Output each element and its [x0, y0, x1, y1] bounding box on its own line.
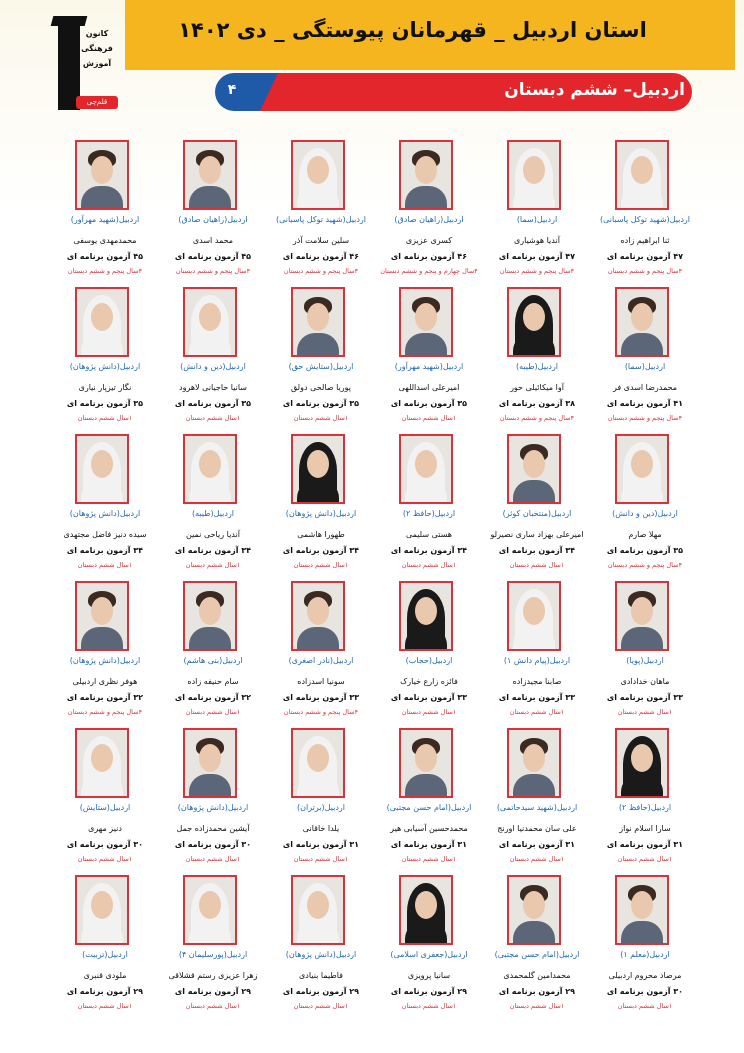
student-name: مرصاد محروم اردبیلی: [608, 971, 682, 980]
student-exam-count: ۳۱ آزمون برنامه ای: [606, 840, 684, 849]
student-exam-count: ۴۷ آزمون برنامه ای: [606, 252, 684, 261]
student-school: اردبیل(پیام دانش ۱): [503, 656, 571, 665]
student-card: [158, 434, 268, 574]
student-school: اردبیل(نادر اصغری): [288, 656, 354, 665]
student-card: [50, 140, 160, 280]
student-name: زهرا عزیزی رستم قشلاقی: [168, 971, 258, 980]
student-exam-count: ۳۳ آزمون برنامه ای: [498, 693, 576, 702]
student-name: هوفر نظری اردبیلی: [72, 677, 138, 686]
student-grade-years: ۱سال ششم دبستان: [185, 1002, 241, 1010]
student-photo: [291, 287, 345, 357]
student-school: اردبیل(طیبه): [515, 362, 559, 371]
student-card: [50, 875, 160, 1015]
student-card: [266, 728, 376, 868]
student-school: اردبیل(حجاب): [405, 656, 453, 665]
student-photo: [291, 728, 345, 798]
student-school: اردبیل(دانش پژوهان): [69, 509, 141, 518]
student-grade-years: ۱سال ششم دبستان: [185, 855, 241, 863]
student-photo: [399, 434, 453, 504]
student-exam-count: ۳۴ آزمون برنامه ای: [390, 546, 468, 555]
student-card: [50, 728, 160, 868]
student-exam-count: ۳۴ آزمون برنامه ای: [498, 546, 576, 555]
student-exam-count: ۲۹ آزمون برنامه ای: [174, 987, 252, 996]
student-grade-years: ۱سال ششم دبستان: [401, 414, 457, 422]
student-name: محمدمهدی یوسفی: [73, 236, 137, 245]
student-exam-count: ۳۰ آزمون برنامه ای: [606, 987, 684, 996]
logo-text: [72, 26, 122, 71]
student-grade-years: ۱سال ششم دبستان: [509, 1002, 565, 1010]
student-name: سارا اسلام نواز: [619, 824, 671, 833]
student-exam-count: ۳۴ آزمون برنامه ای: [282, 546, 360, 555]
student-school: اردبیل(دین و دانش): [612, 509, 678, 518]
student-name: فائزه زارع خیارک: [400, 677, 458, 686]
student-card: [590, 728, 700, 868]
student-card: [266, 875, 376, 1015]
student-photo: [399, 287, 453, 357]
student-name: امیرعلی اسداللهی: [398, 383, 460, 392]
student-grade-years: ۱سال ششم دبستان: [185, 414, 241, 422]
student-card: [374, 140, 484, 280]
student-photo: [507, 287, 561, 357]
student-name: سانیا پرویزی: [407, 971, 451, 980]
student-name: ثنا ابراهیم زاده: [620, 236, 670, 245]
student-photo: [183, 287, 237, 357]
student-photo: [75, 581, 129, 651]
student-name: سونیا اسدزاده: [297, 677, 345, 686]
student-exam-count: ۳۵ آزمون برنامه ای: [174, 399, 252, 408]
student-name: صابنا مجیدزاده: [512, 677, 562, 686]
student-name: آوا میکائیلی حور: [510, 383, 564, 392]
student-name: آیشین محمدزاده جمل: [176, 824, 250, 833]
student-grade-years: ۱سال ششم دبستان: [509, 561, 565, 569]
student-school: اردبیل(بنی هاشم): [183, 656, 243, 665]
student-card: [482, 287, 592, 427]
student-card: [374, 287, 484, 427]
student-photo: [615, 434, 669, 504]
student-exam-count: ۳۱ آزمون برنامه ای: [282, 840, 360, 849]
student-school: اردبیل(دانش پژوهان): [69, 362, 141, 371]
student-card: [590, 140, 700, 280]
student-exam-count: ۲۹ آزمون برنامه ای: [390, 987, 468, 996]
student-grade-years: ۱سال ششم دبستان: [617, 855, 673, 863]
student-card: [50, 581, 160, 721]
student-name: محمدرضا اسدی فر: [612, 383, 678, 392]
student-name: محمد اسدی: [192, 236, 234, 245]
student-name: محمدحسین آسیابی هیر: [390, 824, 468, 833]
student-name: نگار تیزپار نیاری: [78, 383, 132, 392]
student-photo: [75, 875, 129, 945]
student-name: سانیا حاجیانی لاهرود: [179, 383, 247, 392]
student-card: [590, 287, 700, 427]
student-photo: [507, 140, 561, 210]
student-photo: [291, 140, 345, 210]
student-school: اردبیل(راهیان صادق): [394, 215, 464, 224]
student-grade-years: ۱سال ششم دبستان: [509, 708, 565, 716]
student-card: [482, 875, 592, 1015]
student-school: اردبیل(سما): [624, 362, 666, 371]
student-exam-count: ۲۹ آزمون برنامه ای: [66, 987, 144, 996]
student-photo: [399, 875, 453, 945]
section-subtitle: اردبیل– ششم دبستان: [504, 80, 685, 100]
student-photo: [507, 875, 561, 945]
student-school: اردبیل(پویا): [626, 656, 664, 665]
student-grade-years: ۴سال پنجم و ششم دبستان: [67, 267, 143, 275]
student-card: [482, 581, 592, 721]
student-grade-years: ۴سال پنجم و ششم دبستان: [499, 267, 575, 275]
student-exam-count: ۳۳ آزمون برنامه ای: [282, 693, 360, 702]
page-title: استان اردبیل _ قهرمانان پیوستگی _ دی ۱۴۰۲: [178, 18, 647, 42]
student-name: مهلا صارم: [628, 530, 662, 539]
student-card: [266, 581, 376, 721]
student-school: اردبیل(ستایش حق): [288, 362, 354, 371]
student-school: اردبیل(منتخبان کوثر): [502, 509, 572, 518]
student-grade-years: ۱سال ششم دبستان: [77, 1002, 133, 1010]
student-photo: [183, 581, 237, 651]
student-name: دنیز مهری: [88, 824, 122, 833]
student-school: اردبیل(پورسلیمان ۴): [178, 950, 248, 959]
student-card: [158, 140, 268, 280]
logo-text-line: کانون: [85, 29, 109, 38]
student-school: اردبیل(دانش پژوهان): [69, 656, 141, 665]
student-grade-years: ۱سال ششم دبستان: [509, 855, 565, 863]
student-card: [482, 728, 592, 868]
student-name: کسری عزیزی: [405, 236, 453, 245]
student-photo: [615, 728, 669, 798]
student-photo: [75, 434, 129, 504]
student-name: سیده دنیز فاضل مجتهدی: [63, 530, 147, 539]
student-school: اردبیل(شهید توکل پاسبانی): [599, 215, 691, 224]
student-exam-count: ۳۳ آزمون برنامه ای: [390, 693, 468, 702]
student-name: علی سان محمدنیا اورنج: [497, 824, 577, 833]
student-exam-count: ۲۹ آزمون برنامه ای: [282, 987, 360, 996]
student-grade-years: ۱سال ششم دبستان: [185, 708, 241, 716]
student-school: اردبیل(دانش پژوهان): [177, 803, 249, 812]
student-grade-years: ۴سال پنجم و ششم دبستان: [283, 708, 359, 716]
student-grade-years: ۱سال ششم دبستان: [185, 561, 241, 569]
student-school: اردبیل(دانش پژوهان): [285, 509, 357, 518]
student-card: [590, 434, 700, 574]
student-exam-count: ۳۲ آزمون برنامه ای: [174, 693, 252, 702]
student-exam-count: ۴۶ آزمون برنامه ای: [282, 252, 360, 261]
student-card: [374, 434, 484, 574]
student-card: [590, 581, 700, 721]
student-name: ماهان خدادادی: [620, 677, 670, 686]
student-exam-count: ۳۰ آزمون برنامه ای: [66, 840, 144, 849]
student-grade-years: ۴سال پنجم و ششم دبستان: [607, 267, 683, 275]
student-photo: [399, 728, 453, 798]
student-exam-count: ۴۵ آزمون برنامه ای: [174, 252, 252, 261]
student-card: [158, 728, 268, 868]
student-school: اردبیل(تربیت): [82, 950, 128, 959]
student-grade-years: ۱سال ششم دبستان: [401, 708, 457, 716]
student-school: اردبیل(برتران): [297, 803, 345, 812]
student-photo: [75, 140, 129, 210]
student-school: اردبیل(شهید توکل پاسبانی): [275, 215, 367, 224]
student-card: [374, 581, 484, 721]
student-photo: [291, 434, 345, 504]
student-exam-count: ۳۰ آزمون برنامه ای: [174, 840, 252, 849]
student-photo: [399, 581, 453, 651]
student-name: محمدامین گلمحمدی: [503, 971, 571, 980]
student-card: [50, 434, 160, 574]
student-school: اردبیل(سما): [516, 215, 558, 224]
student-photo: [291, 581, 345, 651]
student-name: سلین سلامت آذر: [292, 236, 350, 245]
student-exam-count: ۳۵ آزمون برنامه ای: [66, 399, 144, 408]
student-school: اردبیل(امام حسن مجتبی): [386, 803, 472, 812]
student-photo: [183, 434, 237, 504]
student-school: اردبیل(شهید مهرآور): [394, 362, 464, 371]
student-photo: [507, 728, 561, 798]
student-grade-years: ۴سال پنجم و ششم دبستان: [607, 414, 683, 422]
student-photo: [615, 287, 669, 357]
student-photo: [183, 728, 237, 798]
student-name: سام حنیفه زاده: [187, 677, 239, 686]
student-grade-years: ۴سال پنجم و ششم دبستان: [607, 561, 683, 569]
student-exam-count: ۳۴ آزمون برنامه ای: [66, 546, 144, 555]
student-exam-count: ۳۵ آزمون برنامه ای: [390, 399, 468, 408]
student-photo: [291, 875, 345, 945]
student-card: [482, 434, 592, 574]
student-name: هستی سلیمی: [405, 530, 453, 539]
student-school: اردبیل(شهید سیدحاتمی): [496, 803, 578, 812]
student-school: اردبیل(طیبه): [191, 509, 235, 518]
student-school: اردبیل(شهید مهرآور): [70, 215, 140, 224]
student-grade-years: ۴سال پنجم و ششم دبستان: [67, 708, 143, 716]
student-exam-count: ۳۲ آزمون برنامه ای: [66, 693, 144, 702]
student-exam-count: ۳۴ آزمون برنامه ای: [174, 546, 252, 555]
student-school: اردبیل(دین و دانش): [180, 362, 246, 371]
student-exam-count: ۴۶ آزمون برنامه ای: [390, 252, 468, 261]
student-photo: [615, 581, 669, 651]
student-school: اردبیل(حافظ ۲): [402, 509, 456, 518]
student-grade-years: ۱سال ششم دبستان: [401, 561, 457, 569]
logo-badge: قلم‌چی: [76, 96, 118, 109]
student-name: آندیا ریاحی نمین: [186, 530, 240, 539]
student-photo: [615, 140, 669, 210]
logo-text-line: فرهنگی: [81, 44, 113, 53]
student-card: [50, 287, 160, 427]
student-grade-years: ۱سال ششم دبستان: [293, 1002, 349, 1010]
student-exam-count: ۴۷ آزمون برنامه ای: [498, 252, 576, 261]
header-banner: [125, 0, 735, 70]
student-grade-years: ۱سال ششم دبستان: [293, 414, 349, 422]
student-grade-years: ۴سال چهارم و پنجم و ششم دبستان: [380, 267, 478, 275]
student-grade-years: ۱سال ششم دبستان: [617, 708, 673, 716]
student-card: [374, 875, 484, 1015]
student-photo: [507, 434, 561, 504]
student-school: اردبیل(دانش پژوهان): [285, 950, 357, 959]
student-photo: [75, 287, 129, 357]
student-card: [374, 728, 484, 868]
student-school: اردبیل(حافظ ۲): [618, 803, 672, 812]
student-school: اردبیل(جعفری اسلامی): [390, 950, 468, 959]
student-exam-count: ۳۱ آزمون برنامه ای: [390, 840, 468, 849]
student-photo: [615, 875, 669, 945]
student-grade-years: ۴سال پنجم و ششم دبستان: [175, 267, 251, 275]
student-grade-years: ۱سال ششم دبستان: [293, 561, 349, 569]
student-school: اردبیل(راهیان صادق): [178, 215, 248, 224]
student-card: [158, 581, 268, 721]
student-grade-years: ۱سال ششم دبستان: [293, 855, 349, 863]
student-photo: [183, 140, 237, 210]
student-school: اردبیل(معلم ۱): [620, 950, 670, 959]
student-name: طهورا هاشمی: [297, 530, 345, 539]
student-grade-years: ۱سال ششم دبستان: [77, 855, 133, 863]
student-exam-count: ۳۵ آزمون برنامه ای: [606, 546, 684, 555]
student-name: امیرعلی بهزاد ساری نصیرلو: [490, 530, 584, 539]
student-grade-years: ۱سال ششم دبستان: [77, 561, 133, 569]
student-exam-count: ۲۹ آزمون برنامه ای: [498, 987, 576, 996]
page-number: ۴: [227, 82, 237, 98]
logo-text-line: آموزش: [82, 59, 112, 68]
student-exam-count: ۳۳ آزمون برنامه ای: [606, 693, 684, 702]
student-grade-years: ۴سال پنجم و ششم دبستان: [283, 267, 359, 275]
student-name: یلدا خاقانی: [302, 824, 340, 833]
student-photo: [399, 140, 453, 210]
student-exam-count: ۴۱ آزمون برنامه ای: [606, 399, 684, 408]
student-card: [266, 434, 376, 574]
student-grade-years: ۱سال ششم دبستان: [617, 1002, 673, 1010]
student-grade-years: ۱سال ششم دبستان: [401, 1002, 457, 1010]
student-card: [266, 140, 376, 280]
student-grade-years: ۱سال ششم دبستان: [401, 855, 457, 863]
student-exam-count: ۳۵ آزمون برنامه ای: [282, 399, 360, 408]
student-name: پوریا صالحی دولق: [290, 383, 351, 392]
student-school: اردبیل(امام حسن مجتبی): [494, 950, 580, 959]
student-grade-years: ۱سال ششم دبستان: [77, 414, 133, 422]
student-card: [158, 875, 268, 1015]
student-card: [266, 287, 376, 427]
student-grade-years: ۴سال پنجم و ششم دبستان: [499, 414, 575, 422]
student-photo: [183, 875, 237, 945]
student-school: اردبیل(ستایش): [79, 803, 131, 812]
student-name: فاطیما بنیادی: [299, 971, 343, 980]
student-exam-count: ۴۵ آزمون برنامه ای: [66, 252, 144, 261]
student-card: [590, 875, 700, 1015]
student-exam-count: ۳۸ آزمون برنامه ای: [498, 399, 576, 408]
student-exam-count: ۳۱ آزمون برنامه ای: [498, 840, 576, 849]
student-name: آندیا هوشیاری: [514, 236, 560, 245]
student-card: [158, 287, 268, 427]
student-photo: [75, 728, 129, 798]
student-name: ملودی قنبری: [83, 971, 127, 980]
student-photo: [507, 581, 561, 651]
student-card: [482, 140, 592, 280]
